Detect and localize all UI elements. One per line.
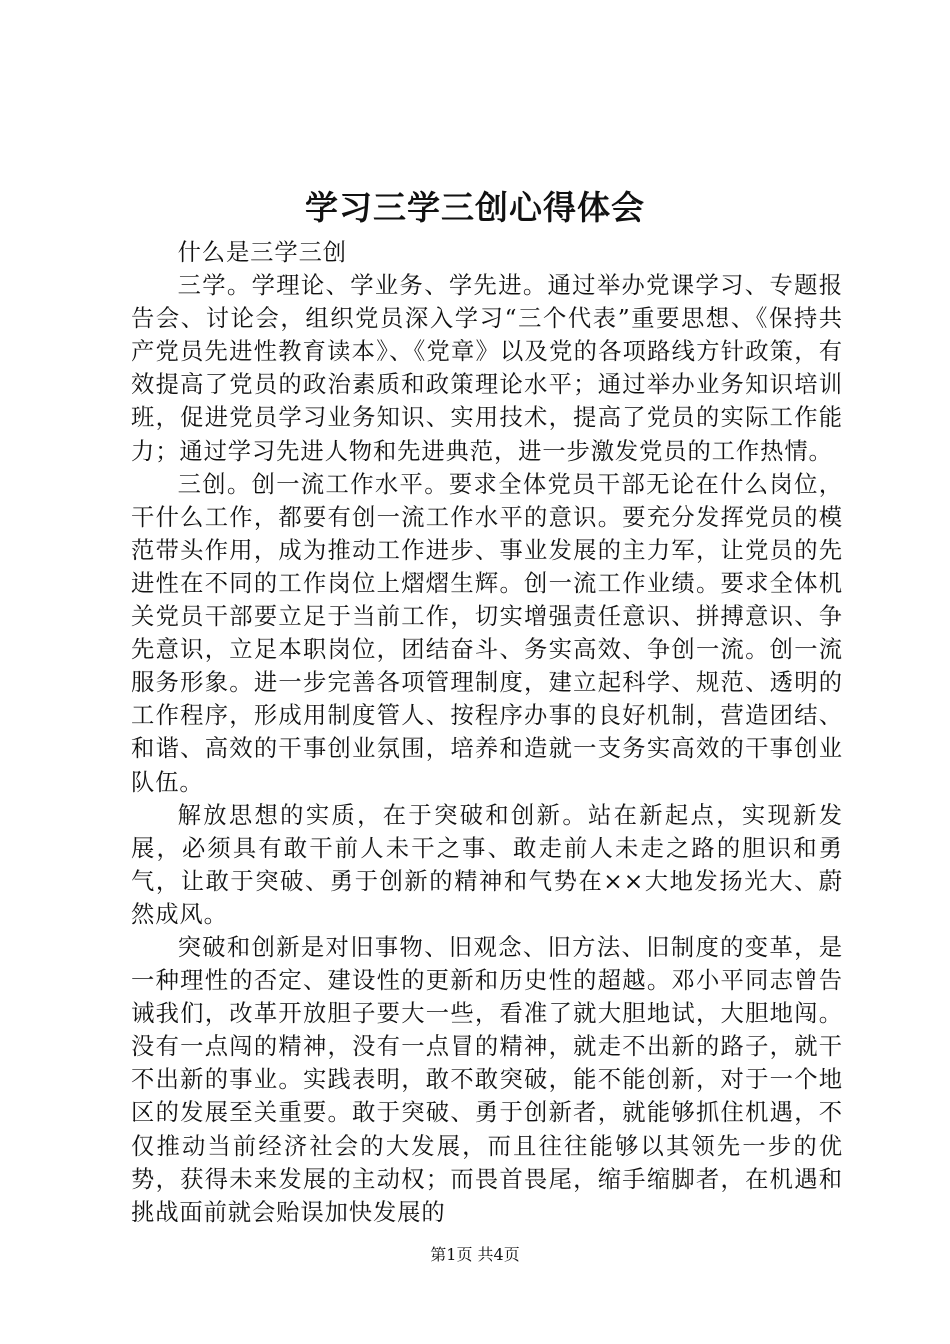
paragraph-liberation: 解放思想的实质，在于突破和创新。站在新起点，实现新发展，必须具有敢干前人未干之事、敢走前人未走之路的胆识和勇气，让敢于突破、勇于创新的精神和气势在××大地发扬光大、蔚然成风。 <box>131 801 843 928</box>
paragraph-san-chuang: 三创。创一流工作水平。要求全体党员干部无论在什么岗位，干什么工作，都要有创一流工作水平的意识。要充分发挥党员的模范带头作用，成为推动工作进步、事业发展的主力军，让党员的先进性在不同的工作岗位上熠熠生辉。创一流工作业绩。要求全体机关党员干部要立足于当前工作，切实增强责任意识、拼搏意识、争先意识，立足本职岗位，团结奋斗、务实高效、争创一流。创一流服务形象。进一步完善各项管理制度，建立起科学、规范、透明的工作程序，形成用制度管人、按程序办事的良好机制，营造团结、和谐、高效的干事创业氛围，培养和造就一支务实高效的干事创业队伍。 <box>131 470 843 796</box>
page-footer: 第1页 共4页 <box>430 1245 520 1264</box>
document-title: 学习三学三创心得体会 <box>305 188 645 227</box>
document-body <box>131 236 843 1229</box>
paragraph-innovation: 突破和创新是对旧事物、旧观念、旧方法、旧制度的变革，是一种理性的否定、建设性的更新和历史性的超越。邓小平同志曾告诫我们，改革开放胆子要大一些，看准了就大胆地试，大胆地闯。没有一点闯的精神，没有一点冒的精神，就走不出新的路子，就干不出新的事业。实践表明，敢不敢突破，能不能创新，对于一个地区的发展至关重要。敢于突破、勇于创新者，就能够抓住机遇，不仅推动当前经济社会的大发展，而且往往能够以其领先一步的优势，获得未来发展的主动权；而畏首畏尾，缩手缩脚者，在机遇和挑战面前就会贻误加快发展的 <box>131 933 843 1226</box>
paragraph-san-xue: 三学。学理论、学业务、学先进。通过举办党课学习、专题报告会、讨论会，组织党员深入学习“三个代表”重要思想、《保持共产党员先进性教育读本》、《党章》以及党的各项路线方针政策，有效提高了党员的政治素质和政策理论水平；通过举办业务知识培训班，促进党员学习业务知识、实用技术，提高了党员的实际工作能力；通过学习先进人物和先进典范，进一步激发党员的工作热情。 <box>131 272 843 465</box>
paragraph-heading: 什么是三学三创 <box>177 239 347 266</box>
